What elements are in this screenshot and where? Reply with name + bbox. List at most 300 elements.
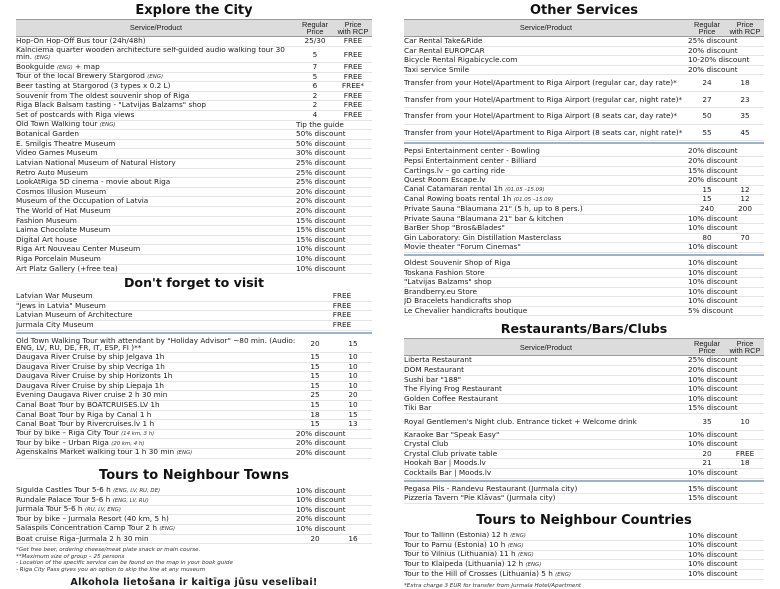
table-row <box>404 551 764 561</box>
regular-price: 35 <box>702 416 712 426</box>
service-name-text: Jurmala City Museum <box>16 320 94 329</box>
table-row <box>404 414 764 431</box>
tours-table <box>16 337 372 459</box>
service-name <box>16 302 312 311</box>
service-name-text: Cocktails Bar | Moods.lv <box>404 468 492 477</box>
service-name <box>16 47 296 63</box>
free-value: FREE <box>332 292 352 301</box>
regular-price: 20 <box>310 339 320 349</box>
service-name <box>404 147 688 156</box>
rcp-price: 16 <box>348 534 358 543</box>
table-row <box>404 269 764 279</box>
language-note: (RU, LV, ENG) <box>84 507 121 514</box>
service-name-text: Pepsi Entertainment center - Bowling <box>404 147 540 156</box>
service-name-text: Pegasa Pils - Randevu Restaurant (Jurmala city) <box>404 484 578 493</box>
service-name <box>16 159 296 168</box>
regular-price: 18 <box>310 410 320 419</box>
service-name <box>16 337 296 352</box>
table-row <box>404 147 764 157</box>
service-name <box>16 226 296 235</box>
service-name <box>404 195 688 204</box>
service-name-text: Bicycle Rental Rigabicycle.com <box>404 56 518 65</box>
service-name <box>16 207 296 216</box>
table-row <box>404 404 764 414</box>
table-row <box>16 140 372 150</box>
service-name-text: Golden Coffee Restaurant <box>404 394 499 403</box>
footnote: *Extra charge 3 EUR for transfer from Jurmala Hotel/Apartment <box>404 582 582 589</box>
service-name <box>404 485 688 494</box>
table-row <box>16 401 372 411</box>
service-name-text: "Jews in Latvia" Museum <box>16 301 106 310</box>
discount-value: 50% discount <box>296 130 346 139</box>
service-name-text: "Latvijas Balzams" shop <box>404 278 492 287</box>
table-row <box>16 149 372 159</box>
discount-value: 10% discount <box>296 254 346 263</box>
service-name <box>404 56 688 65</box>
service-name-text: Sigulda Castles Tour 5-6 h <box>16 486 111 495</box>
table-row <box>16 449 372 459</box>
restaurants-table <box>404 356 764 478</box>
rcp-price: 18 <box>740 78 750 88</box>
service-name <box>404 157 688 166</box>
regular-price: 50 <box>702 111 712 121</box>
free-value: FREE <box>332 320 352 329</box>
regular-price: 55 <box>702 127 712 137</box>
rcp-price: 23 <box>740 94 750 104</box>
rcp-price: FREE <box>343 101 363 110</box>
service-name <box>16 363 296 372</box>
table-row <box>404 157 764 167</box>
table-row <box>404 66 764 76</box>
table-row <box>16 515 372 525</box>
header-rcp: Price with RCP <box>729 339 761 356</box>
service-name-text: Art Platz Gallery (+free tea) <box>16 264 118 273</box>
language-note: (ENG) <box>510 533 526 540</box>
rcp-price: FREE <box>343 111 363 120</box>
header-rcp: Price with RCP <box>729 19 761 36</box>
other-table-header <box>404 19 764 37</box>
service-name-text: Brandberry.eu Store <box>404 287 478 296</box>
rcp-price: 10 <box>348 372 358 381</box>
discount-value: 25% discount <box>296 159 346 168</box>
explore-heading: Explore the City <box>135 3 253 18</box>
discount-value: 10% discount <box>688 550 738 559</box>
discount-value: 15% discount <box>688 166 738 175</box>
service-name-text: Old Town Walking tour <box>16 120 98 129</box>
service-name <box>404 431 688 440</box>
table-row <box>16 382 372 392</box>
regular-price: 7 <box>312 63 318 72</box>
rcp-price: 45 <box>740 127 750 137</box>
discount-value: 10% discount <box>688 375 738 384</box>
service-name-text: Laima Chocolate Museum <box>16 226 111 235</box>
service-name-text: Sushi bar "188" <box>404 375 462 384</box>
table-row <box>16 236 372 246</box>
service-name-text: Set of postcards with Riga views <box>16 111 135 120</box>
service-name <box>16 188 296 197</box>
header-regular: Regular Price <box>694 339 720 356</box>
header-regular: Regular Price <box>694 19 720 36</box>
discount-value: 25% discount <box>296 168 346 177</box>
table-row <box>16 525 372 535</box>
discount-value: 20% discount <box>296 448 346 457</box>
free-value: FREE <box>332 311 352 320</box>
discount-value: 10% discount <box>688 224 738 233</box>
discount-value: 10% discount <box>688 268 738 277</box>
service-name-text: Daugava River Cruise by ship Vecriga 1h <box>16 362 165 371</box>
language-note: (ENG, LV, RU) <box>112 497 149 504</box>
service-name <box>16 372 296 381</box>
table-row <box>404 431 764 441</box>
service-name-text: E. Smilgis Theatre Museum <box>16 139 116 148</box>
table-row <box>16 255 372 265</box>
service-name <box>404 469 688 478</box>
rcp-price: 70 <box>740 233 750 242</box>
table-row <box>16 487 372 497</box>
language-note: (ENG) <box>176 450 193 457</box>
service-name <box>404 551 688 560</box>
table-row <box>404 215 764 225</box>
service-name-text: Daugava River Cruise by ship Liepaja 1h <box>16 381 164 390</box>
service-name-text: Digital Art house <box>16 235 78 244</box>
discount-value: 20% discount <box>688 156 738 165</box>
service-name-text: Canal Catamaran rental 1h <box>404 185 503 194</box>
rcp-price: 12 <box>740 185 750 194</box>
service-name <box>16 92 296 101</box>
service-name-text: Pizzeria Tavern "Pie Klāvas" (Jurmala city) <box>404 494 556 503</box>
language-note: (ENG) <box>159 526 176 533</box>
discount-value: 15% discount <box>688 494 738 503</box>
table-row <box>16 353 372 363</box>
service-name <box>404 440 688 449</box>
table-row <box>16 82 372 92</box>
table-row <box>16 292 372 302</box>
discount-value: Tip the guide <box>296 120 344 129</box>
service-name-text: Boat cruise Riga–Jurmala 2 h 30 min <box>16 534 149 543</box>
service-name-text: Tour by bike – Urban Riga <box>16 439 109 447</box>
discount-value: 15% discount <box>296 216 346 225</box>
service-name-text: The World of Hat Museum <box>16 207 111 215</box>
service-name-text: DOM Restaurant <box>404 366 464 375</box>
table-row <box>16 535 372 545</box>
regular-price: 15 <box>702 195 712 204</box>
rcp-price: 20 <box>348 391 358 400</box>
regular-price: 15 <box>310 381 320 390</box>
service-name-text: Canal Boat Tour by Riga by Canal 1 h <box>16 410 152 419</box>
footnote: - Location of the specific service can be found on the map in your book guide <box>16 560 233 567</box>
table-row <box>404 307 764 317</box>
service-name <box>404 450 688 459</box>
language-note: (ENG) <box>517 552 534 559</box>
service-name <box>16 111 296 120</box>
regular-price: 4 <box>312 111 318 120</box>
service-name-text: Canal Rowing boats rental 1h <box>404 195 512 203</box>
service-name <box>404 532 688 541</box>
neighbour-towns-table <box>16 487 372 545</box>
language-note: (ENG) <box>525 561 542 568</box>
regular-price: 21 <box>702 459 712 468</box>
table-row <box>404 459 764 469</box>
service-name <box>404 356 688 365</box>
table-row <box>16 207 372 217</box>
header-service: Service/Product <box>519 342 573 352</box>
table-row <box>16 430 372 440</box>
service-name <box>16 255 296 264</box>
table-row <box>404 450 764 460</box>
table-row <box>16 197 372 207</box>
service-name <box>16 496 296 505</box>
discount-value: 20% discount <box>296 439 346 448</box>
rcp-price: 15 <box>348 339 358 349</box>
left-column <box>16 2 372 588</box>
service-name-text: Riga Art Nouveau Center Museum <box>16 245 141 254</box>
footnote: *Get free beer, ordering cheese/meat plate snack or main course. <box>16 547 201 554</box>
restaurants-table-header <box>404 338 764 356</box>
discount-value: 10% discount <box>296 505 346 514</box>
service-name <box>16 391 296 400</box>
service-name <box>404 541 688 550</box>
explore-table-header <box>16 19 372 37</box>
discount-value: 20% discount <box>688 176 738 185</box>
language-note: (ENG, LV, RU, DE) <box>113 488 161 495</box>
service-name-text: Crystal Club <box>404 440 449 449</box>
table-row <box>16 391 372 401</box>
service-name <box>404 259 688 268</box>
table-row <box>16 37 372 47</box>
service-name <box>404 288 688 297</box>
service-name-text: Tour to Vilnius (Lithuania) 11 h <box>404 550 516 559</box>
service-name-tail: + map <box>72 63 100 71</box>
table-row <box>16 217 372 227</box>
rcp-price: 10 <box>348 362 358 371</box>
service-name-text: Rundale Palace Tour 5-6 h <box>16 496 111 504</box>
discount-value: 10% discount <box>688 258 738 267</box>
discount-value: 15% discount <box>688 484 738 493</box>
service-name <box>404 307 688 316</box>
table-row <box>404 47 764 57</box>
service-name <box>16 411 296 420</box>
discount-value: 10% discount <box>688 468 738 477</box>
table-row <box>404 366 764 376</box>
jurmala-restaurants-table <box>404 485 764 504</box>
service-name-text: Jurmala Tour 5-6 h <box>16 505 83 514</box>
table-row <box>16 73 372 83</box>
discount-value: 25% discount <box>688 356 738 365</box>
service-name <box>404 494 688 503</box>
service-name <box>16 130 296 139</box>
rcp-price: 10 <box>348 353 358 362</box>
service-name <box>16 149 296 158</box>
service-name <box>404 47 688 56</box>
table-row <box>404 108 764 125</box>
dont-forget-table <box>16 292 372 330</box>
discount-value: 30% discount <box>296 149 346 158</box>
table-row <box>404 75 764 92</box>
service-name <box>404 234 688 243</box>
service-name <box>404 404 688 413</box>
service-name-text: Retro Auto Museum <box>16 168 88 177</box>
regular-price: 15 <box>310 420 320 429</box>
table-row <box>16 226 372 236</box>
service-name-text: Agenskalns Market walking tour 1 h 30 min <box>16 448 175 457</box>
table-row <box>404 440 764 450</box>
discount-value: 10-20% discount <box>688 56 750 65</box>
shops-table <box>404 259 764 317</box>
rcp-price: 13 <box>348 420 358 429</box>
discount-value: 10% discount <box>296 264 346 273</box>
entertainment-table <box>404 147 764 253</box>
table-row <box>404 56 764 66</box>
discount-value: 10% discount <box>688 531 738 540</box>
neighbour-countries-heading: Tours to Neighbour Countries <box>476 512 692 528</box>
discount-value: 25% discount <box>296 178 346 187</box>
service-name <box>404 459 688 468</box>
table-row <box>404 297 764 307</box>
service-name-text: Riga Porcelain Museum <box>16 254 101 263</box>
service-name <box>16 515 296 524</box>
service-name-text: Latvian Museum of Architecture <box>16 311 133 320</box>
service-name <box>16 382 296 391</box>
service-name <box>16 292 312 301</box>
table-row <box>404 288 764 298</box>
service-name <box>16 525 296 534</box>
service-name <box>16 245 296 254</box>
table-row <box>404 385 764 395</box>
discount-value: 10% discount <box>688 430 738 439</box>
rcp-price: 15 <box>348 410 358 419</box>
table-row <box>16 265 372 275</box>
service-name-text: Hookah Bar | Moods.lv <box>404 459 486 468</box>
discount-value: 20% discount <box>296 197 346 206</box>
discount-value: 15% discount <box>296 235 346 244</box>
regular-price: 25 <box>310 391 320 400</box>
discount-value: 10% discount <box>688 297 738 306</box>
service-name <box>404 37 688 46</box>
table-row <box>16 92 372 102</box>
table-row <box>404 92 764 109</box>
discount-value: 10% discount <box>688 278 738 287</box>
service-name-text: Beer tasting at Stargorod (3 types x 0.2 L) <box>16 82 171 91</box>
header-regular: Regular Price <box>302 19 328 36</box>
discount-value: 20% discount <box>688 46 738 55</box>
regular-price: 6 <box>312 82 318 91</box>
table-row <box>404 376 764 386</box>
discount-value: 20% discount <box>688 366 738 375</box>
header-service: Service/Product <box>519 23 573 33</box>
service-name-text: Movie theater "Forum Cinemas" <box>404 243 521 252</box>
service-name-text: Salaspils Concentration Camp Tour 2 h <box>16 524 157 533</box>
table-row <box>16 496 372 506</box>
service-name-text: Bookguide <box>16 63 55 71</box>
table-row <box>404 560 764 570</box>
discount-value: 10% discount <box>688 560 738 569</box>
explore-table <box>16 37 372 274</box>
table-row <box>404 395 764 405</box>
table-row <box>16 363 372 373</box>
service-name <box>16 265 296 274</box>
regular-price: 25/30 <box>304 37 326 45</box>
service-name <box>16 506 296 515</box>
service-name-text: Museum of the Occupation of Latvia <box>16 197 149 206</box>
regular-price: 15 <box>310 362 320 371</box>
service-name <box>16 401 296 410</box>
service-name-text: Cosmos Illusion Museum <box>16 187 107 196</box>
table-row <box>16 159 372 169</box>
table-row <box>404 570 764 580</box>
table-row <box>16 130 372 140</box>
discount-value: 10% discount <box>688 385 738 394</box>
table-row <box>16 101 372 111</box>
discount-value: 10% discount <box>688 214 738 223</box>
rcp-price: 10 <box>740 416 750 426</box>
table-row <box>16 302 372 312</box>
discount-value: 5% discount <box>688 306 733 315</box>
service-name <box>16 430 296 439</box>
service-name <box>404 79 688 86</box>
discount-value: 20% discount <box>296 429 346 438</box>
service-name <box>16 82 296 91</box>
service-name-text: Riga Black Balsam tasting - "Latvijas Balzams" shop <box>16 101 206 110</box>
regular-price: 5 <box>312 72 318 81</box>
service-name-text: Evening Daugava River cruise 2 h 30 min <box>16 391 168 400</box>
service-name-text: Tour to Parnu (Estonia) 10 h <box>404 541 506 549</box>
restaurants-heading: Restaurants/Bars/Clubs <box>500 321 668 337</box>
discount-value: 10% discount <box>688 243 738 252</box>
table-row <box>16 169 372 179</box>
table-row <box>16 111 372 121</box>
table-row <box>16 372 372 382</box>
rcp-price: FREE <box>343 72 363 81</box>
service-name <box>16 236 296 245</box>
service-name <box>404 224 688 233</box>
table-row <box>404 224 764 234</box>
table-row <box>404 37 764 47</box>
service-name-text: Tour of the local Brewery Stargorod <box>16 72 145 81</box>
discount-value: 10% discount <box>688 287 738 296</box>
service-name <box>16 197 296 206</box>
service-name <box>404 570 688 579</box>
service-name <box>16 140 296 149</box>
service-name <box>404 112 688 119</box>
discount-value: 10% discount <box>296 245 346 254</box>
table-row <box>16 439 372 449</box>
table-row <box>16 245 372 255</box>
table-row <box>404 278 764 288</box>
service-name-text: Tour by bike – Jurmala Resort (40 km, 5 h) <box>16 515 169 524</box>
service-name <box>404 395 688 404</box>
service-name-text: Tour by bike – Riga City Tour <box>16 429 119 438</box>
table-row <box>16 188 372 198</box>
discount-value: 25% discount <box>688 37 738 45</box>
table-row <box>404 356 764 366</box>
service-name <box>404 66 688 75</box>
footnote: **Maximum size of group – 25 persons <box>16 553 125 560</box>
rcp-price: FREE <box>343 63 363 72</box>
neighbour-towns-heading: Tours to Neighbour Towns <box>99 467 289 483</box>
service-name-text: Toskana Fashion Store <box>404 268 485 277</box>
language-note: (ENG) <box>507 542 524 549</box>
discount-value: 20% discount <box>688 65 738 74</box>
rcp-price: FREE <box>343 37 363 45</box>
discount-value: 10% discount <box>688 440 738 449</box>
table-row <box>16 63 372 73</box>
rcp-price: FREE <box>343 91 363 100</box>
service-name <box>16 63 296 72</box>
rcp-price: 200 <box>738 204 752 213</box>
service-name-text: Tour to the Hill of Crosses (Lithuania) 5 h <box>404 570 553 578</box>
table-row <box>404 186 764 196</box>
table-row <box>404 167 764 177</box>
